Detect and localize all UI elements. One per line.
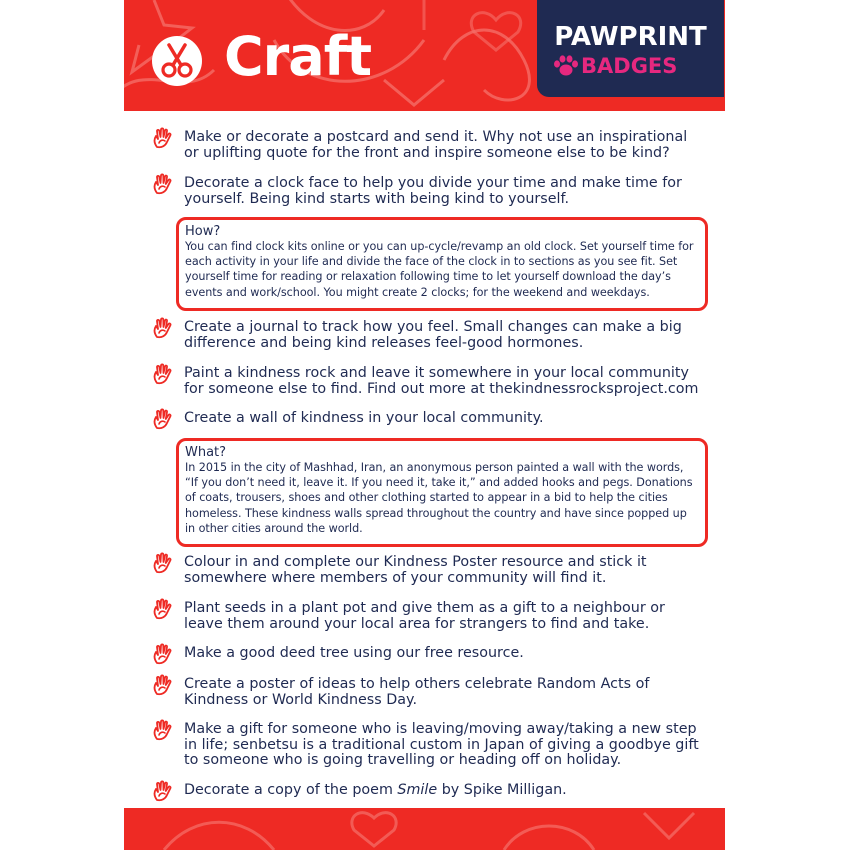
hand-icon <box>152 598 174 620</box>
hand-icon <box>152 780 174 802</box>
box-body: You can find clock kits online or you can up-cycle/revamp an old clock. Set yourself time for each activity in your life and divide the face of the clock in to sections as you see fit. Set yourself time for reading or relaxation following time to let yourself download the day’s events and work/school. You might create 2 clocks; for the weekend and weekdays. <box>185 240 694 299</box>
scissors-icon <box>152 36 202 86</box>
list-item: Decorate a clock face to help you divide your time and make time for yourself. Being kind starts with being kind to yourself. <box>184 175 682 207</box>
list-item: Make a good deed tree using our free resource. <box>184 645 524 661</box>
hand-icon <box>152 552 174 574</box>
hand-icon <box>152 173 174 195</box>
hand-icon <box>152 408 174 430</box>
item-text: Decorate a copy of the poem <box>184 782 398 798</box>
hand-icon <box>152 674 174 696</box>
hand-icon <box>152 317 174 339</box>
box-body: In 2015 in the city of Mashhad, Iran, an anonymous person painted a wall with the words, “If you don’t need it, leave it. If you need it, take it,” and added hooks and pegs. Donations of coats, trousers, shoes and other clothing started to appear in a bid to help the cities homeless. These kindness walls spread throughout the country and have since popped up in other cities around the world. <box>185 461 693 535</box>
pawprint-badges-logo <box>537 0 724 97</box>
paw-icon <box>553 55 579 77</box>
list-item <box>184 783 704 799</box>
footer-banner <box>124 808 725 850</box>
hand-icon <box>152 643 174 665</box>
logo-text-top: PAWPRINT <box>554 22 707 52</box>
list-item: Paint a kindness rock and leave it somewhere in your local community for someone else to find. Find out more at thekindnessrocksproject.com <box>184 365 699 397</box>
hand-icon <box>152 127 174 149</box>
page-title: Craft <box>224 25 372 88</box>
list-item: Create a wall of kindness in your local community. <box>184 410 544 426</box>
list-item: Make or decorate a postcard and send it. Why not use an inspirational or uplifting quote for the front and inspire someone else to be kind? <box>184 129 688 161</box>
hand-icon <box>152 363 174 385</box>
footer-decoration <box>124 808 725 850</box>
list-item: Colour in and complete our Kindness Poster resource and stick it somewhere where members of your community will find it. <box>184 554 647 586</box>
info-box-how <box>176 217 708 311</box>
poem-title: Smile <box>397 782 438 798</box>
list-item: Create a journal to track how you feel. Small changes can make a big difference and being kind releases feel-good hormones. <box>184 319 682 351</box>
list-item: Plant seeds in a plant pot and give them as a gift to a neighbour or leave them around your local area for strangers to find and take. <box>184 600 665 632</box>
header-banner <box>124 0 725 111</box>
box-heading: What? <box>185 445 227 460</box>
worksheet-page <box>124 0 725 850</box>
list-item: Make a gift for someone who is leaving/moving away/taking a new step in life; senbetsu is a traditional custom in Japan of giving a goodbye gift to someone who is going travelling or heading off on holiday. <box>184 721 699 768</box>
list-item: Create a poster of ideas to help others celebrate Random Acts of Kindness or World Kindness Day. <box>184 676 650 708</box>
info-box-what <box>176 438 708 547</box>
logo-text-bottom: BADGES <box>581 54 678 78</box>
box-heading: How? <box>185 224 221 239</box>
hand-icon <box>152 719 174 741</box>
item-text: by Spike Milligan. <box>437 782 567 798</box>
